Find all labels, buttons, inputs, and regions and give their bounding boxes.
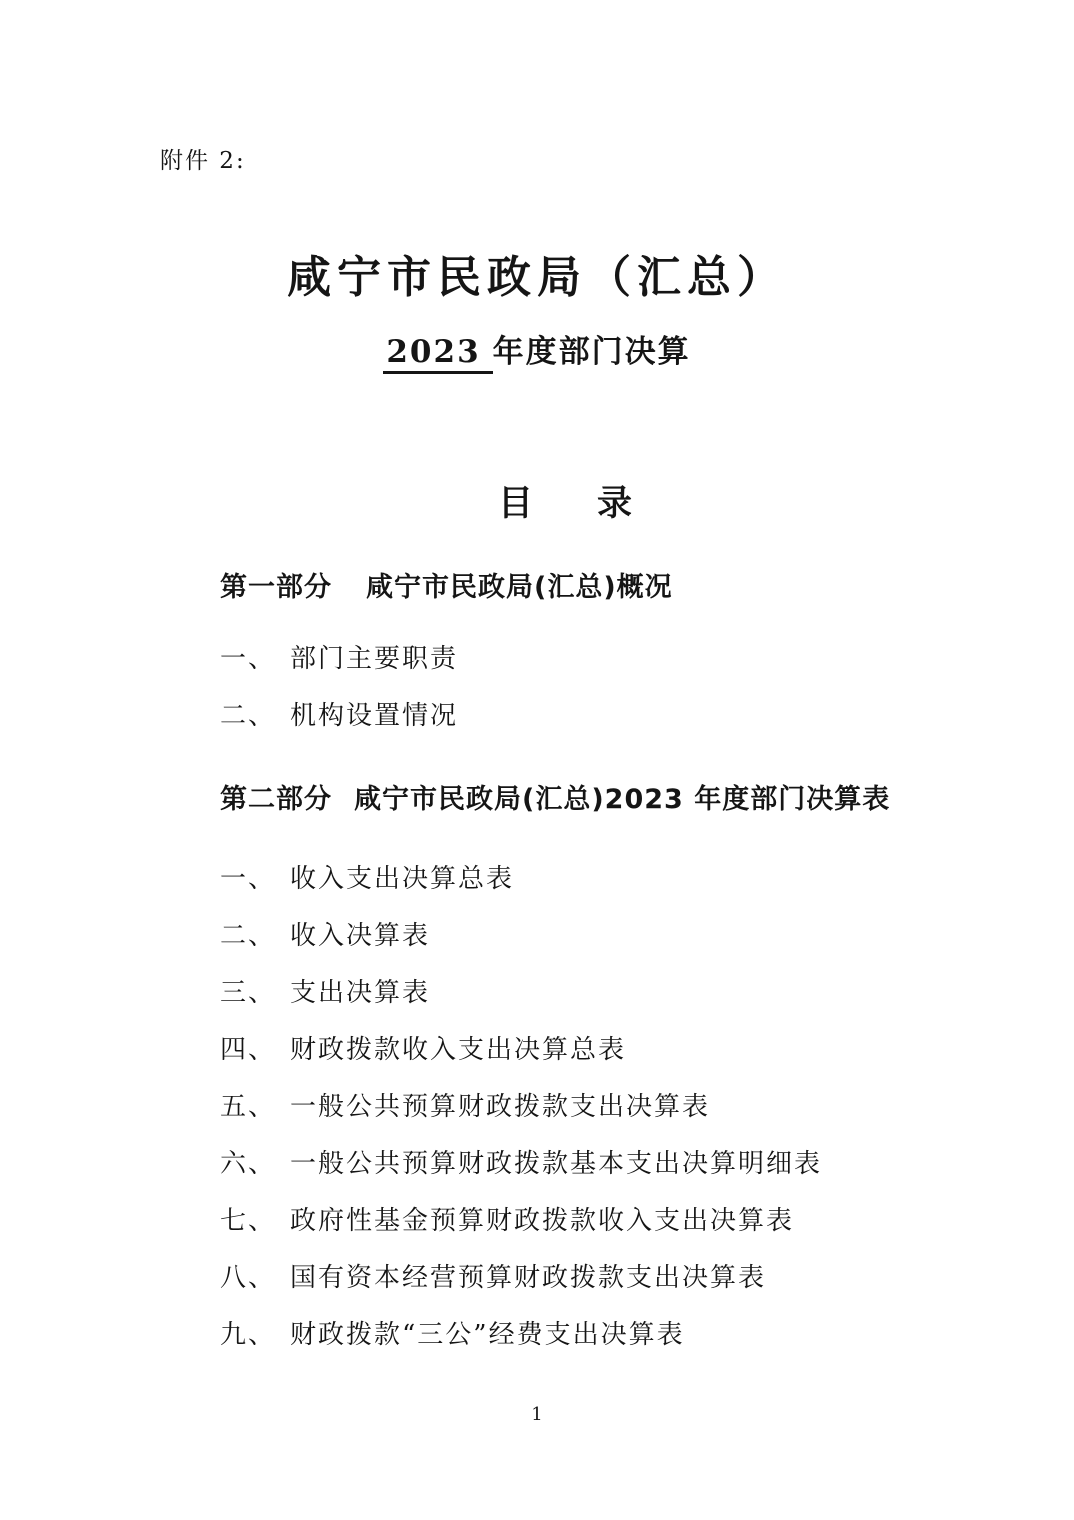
toc-item-number: 三、 (220, 978, 277, 1008)
toc-item-text: 财政拨款“三公”经费支出决算表 (290, 1320, 685, 1350)
toc-item-text: 收入决算表 (290, 921, 431, 951)
toc-item (220, 699, 673, 733)
toc-item (220, 642, 673, 676)
toc-item-number: 四、 (220, 1035, 277, 1065)
toc-item-text: 支出决算表 (290, 978, 431, 1008)
toc-item-text: 政府性基金预算财政拨款收入支出决算表 (290, 1206, 795, 1236)
toc-item-number: 七、 (220, 1206, 277, 1236)
toc-item-number: 五、 (220, 1092, 277, 1122)
toc-item-text: 收入支出决算总表 (290, 864, 515, 894)
toc-section-part2 (220, 782, 890, 1352)
toc-item-text: 一般公共预算财政拨款支出决算表 (290, 1092, 711, 1122)
toc-item-text: 机构设置情况 (290, 701, 459, 731)
part1-heading (220, 570, 673, 606)
part2-heading-label: 第二部分 (220, 784, 332, 815)
toc-item (220, 976, 890, 1010)
toc-item-number: 六、 (220, 1149, 277, 1179)
toc-heading-char1: 目 (497, 483, 533, 524)
toc-item-text: 部门主要职责 (290, 644, 459, 674)
part1-heading-label: 第一部分 (220, 572, 332, 603)
toc-item (220, 1318, 890, 1352)
part1-heading-title: 咸宁市民政局(汇总)概况 (366, 572, 673, 603)
toc-item-number: 二、 (220, 921, 277, 951)
subtitle-year-underlined: 2023 (383, 334, 492, 374)
attachment-label: 附件 2: (160, 148, 246, 174)
toc-item-number: 二、 (220, 701, 277, 731)
toc-item-number: 一、 (220, 644, 277, 674)
toc-item-text: 国有资本经营预算财政拨款支出决算表 (290, 1263, 767, 1293)
page-number: 1 (531, 1404, 543, 1425)
toc-item (220, 862, 890, 896)
toc-item (220, 1204, 890, 1238)
toc-item (220, 1261, 890, 1295)
toc-item-number: 一、 (220, 864, 277, 894)
toc-item-number: 九、 (220, 1320, 277, 1350)
toc-item-number: 八、 (220, 1263, 277, 1293)
toc-item (220, 1147, 890, 1181)
toc-item (220, 919, 890, 953)
toc-item (220, 1033, 890, 1067)
part2-heading (220, 782, 890, 818)
toc-heading (0, 483, 1074, 525)
toc-item-text: 财政拨款收入支出决算总表 (290, 1035, 627, 1065)
document-subtitle (0, 332, 1074, 374)
toc-heading-char2: 录 (597, 483, 633, 524)
toc-item (220, 1090, 890, 1124)
toc-item-text: 一般公共预算财政拨款基本支出决算明细表 (290, 1149, 823, 1179)
part2-heading-title: 咸宁市民政局(汇总)2023 年度部门决算表 (354, 784, 891, 815)
subtitle-text: 年度部门决算 (492, 334, 691, 370)
toc-section-part1 (220, 570, 673, 733)
document-title: 咸宁市民政局（汇总） (287, 252, 787, 303)
